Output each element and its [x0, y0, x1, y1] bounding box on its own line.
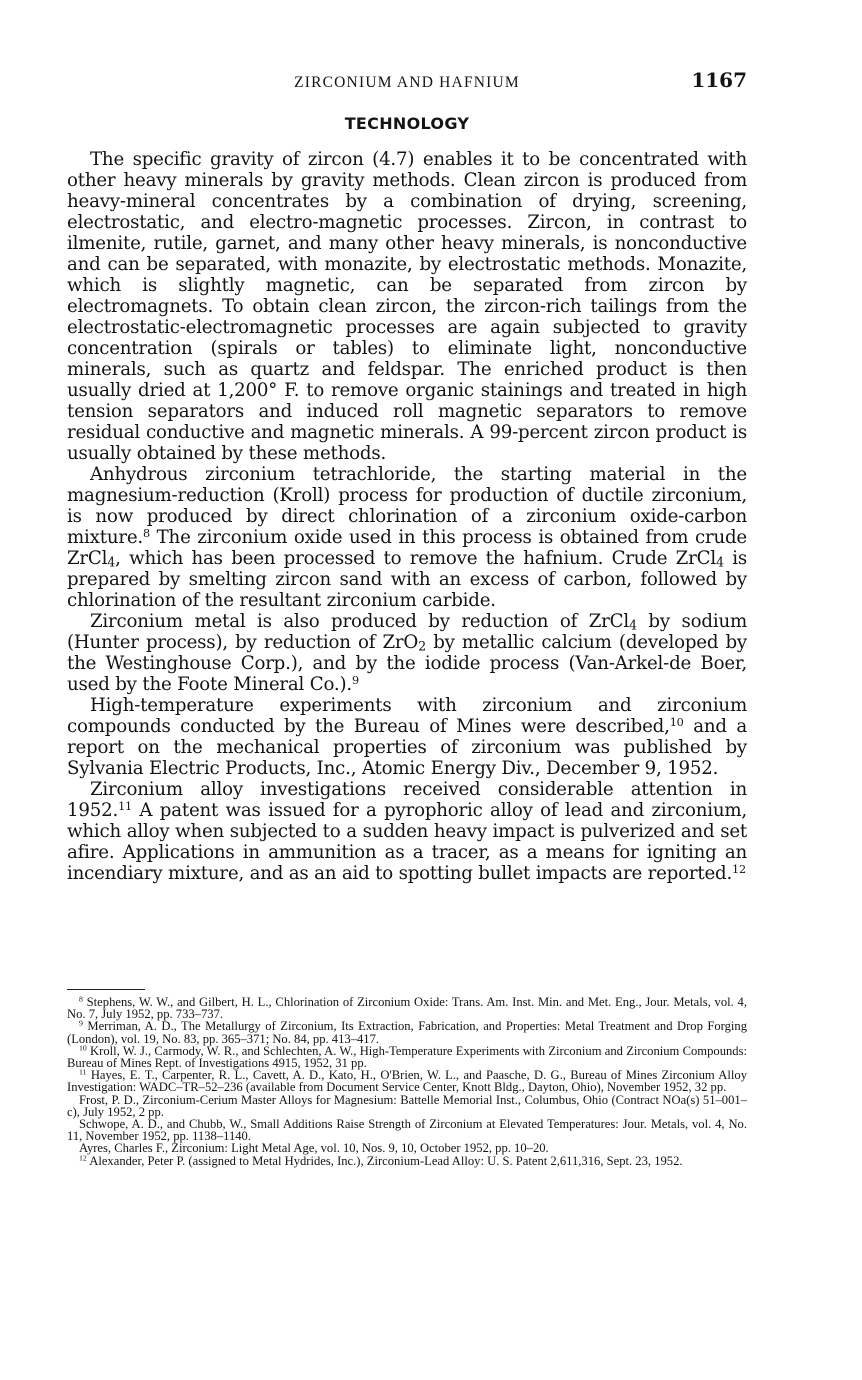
footnote-marker: 9 — [79, 1019, 83, 1029]
footnote-text: Stephens, W. W., and Gilbert, H. L., Chlorination of Zirconium Oxide: Trans. Am. Inst. Min. and Met. Eng., Jour. Metals, vol. 4, No. 7, July 1952, pp. 733–737. — [67, 995, 747, 1022]
text-segment: , which has been processed to remove the hafnium. Crude ZrCl — [115, 548, 716, 569]
body-text — [67, 149, 747, 884]
footnote-ref-9: 9 — [351, 673, 359, 687]
footnote-marker: 8 — [79, 994, 83, 1004]
subscript: 4 — [628, 618, 637, 634]
text-segment: Anhydrous zirconium tetrachloride, the starting material in the magnesium-reduction (Kroll) process for production of ductile zirconium, is now produced by direct chlorination of a zirconium oxide-carbon mixture. — [67, 464, 747, 548]
running-title: ZIRCONIUM AND HAFNIUM — [294, 74, 520, 91]
text-segment: and a report on the mechanical properties of zirconium was published by Sylvania Electric Products, Inc., Atomic Energy Div., December 9, 1952. — [67, 716, 747, 779]
paragraph-alloy-investigations — [67, 779, 747, 884]
paragraph-high-temperature-experiments — [67, 695, 747, 779]
text-segment: by sodium (Hunter process), by reduction of ZrO — [67, 611, 748, 653]
footnote-item — [67, 1118, 747, 1142]
text-segment: by metallic calcium (developed by the Westinghouse Corp.), and by the iodide process (Van-Arkel-de Boer, used by the Foote Mineral Co.). — [67, 632, 747, 695]
subscript: 4 — [107, 555, 116, 571]
footnote-marker: 12 — [79, 1153, 87, 1163]
text-segment: Zirconium metal is also produced by reduction of ZrCl — [90, 611, 629, 632]
footnote-text: Alexander, Peter P. (assigned to Metal Hydrides, Inc.), Zirconium-Lead Alloy: U. S. Patent 2,611,316, Sept. 23, 1952. — [86, 1153, 683, 1168]
text-segment: A patent was issued for a pyrophoric alloy of lead and zirconium, which alloy when subjected to a sudden heavy impact is pulverized and set afire. Applications in ammunition as a tracer, as a means for igniting an incendiary mixture, and as an aid to spotting bullet impacts are reported. — [67, 800, 747, 884]
footnote-divider — [67, 989, 145, 990]
footnote-text: Ayres, Charles F., Zirconium: Light Metal Age, vol. 10, Nos. 9, 10, October 1952, pp. 10–20. — [79, 1141, 549, 1156]
footnote-item — [67, 1094, 747, 1118]
footnote-ref-12: 12 — [732, 862, 746, 876]
footnote-ref-8: 8 — [142, 526, 150, 540]
text-segment: is prepared by smelting zircon sand with an excess of carbon, followed by chlorination of the resultant zirconium carbide. — [67, 548, 747, 611]
text-segment: Zirconium alloy investigations received considerable attention in 1952. — [67, 779, 747, 821]
running-header — [67, 70, 747, 98]
footnote-text: Merriman, A. D., The Metallurgy of Zirconium, Its Extraction, Fabrication, and Properties: Metal Treatment and Drop Forging (London), vol. 19, No. 83, pp. 365–371; No. 84, pp. 413–417. — [67, 1019, 747, 1046]
footnote-item — [67, 996, 747, 1020]
footnote-text: Schwope, A. D., and Chubb, W., Small Additions Raise Strength of Zirconium at Elevated Temperatures: Jour. Metals, vol. 4, No. 11, November 1952, pp. 1138–1140. — [67, 1117, 747, 1144]
page-number: 1167 — [691, 68, 747, 92]
subscript: 2 — [418, 639, 427, 655]
footnote-text: Hayes, E. T., Carpenter, R. L., Cavett, A. D., Kato, H., O'Brien, W. L., and Paasche, D. G., Bureau of Mines Zirconium Alloy Investigation: WADC–TR–52–236 (available from Document Service Center, Knott Bldg., Dayton, Ohio), November 1952, 32 pp. — [67, 1068, 747, 1095]
footnote-ref-11: 11 — [118, 799, 133, 813]
footnote-text: Kroll, W. J., Carmody, W. R., and Schlechten, A. W., High-Temperature Experiments with Zirconium and Zirconium Compounds: Bureau of Mines Rept. of Investigations 4915, 1952, 31 pp. — [67, 1043, 747, 1071]
footnote-item — [67, 1155, 747, 1167]
text-segment: The zirconium oxide used in this process is obtained from crude ZrCl — [67, 527, 747, 569]
footnote-marker: 10 — [79, 1043, 87, 1053]
paragraph-gravity-concentration: The specific gravity of zircon (4.7) enables it to be concentrated with other heavy minerals by gravity methods. Clean zircon is produced from heavy-mineral concentrates by a combination of drying, screening, electrostatic, and electro-magnetic processes. Zircon, in contrast to ilmenite, rutile, garnet, and many other heavy minerals, is nonconductive and can be separated, with monazite, by electrostatic methods. Monazite, which is slightly magnetic, can be separated from zircon by electromagnets. To obtain clean zircon, the zircon-rich tailings from the electrostatic-electromagnetic processes are again subjected to gravity concentration (spirals or tables) to eliminate light, nonconductive minerals, such as quartz and feldspar. The enriched product is then usually dried at 1,200° F. to remove organic stainings and treated in high tension separators and induced roll magnetic separators to remove residual conductive and magnetic minerals. A 99-percent zircon product is usually obtained by these methods. — [67, 149, 747, 464]
footnote-item — [67, 1045, 747, 1069]
footnote-marker: 11 — [79, 1067, 87, 1077]
footnote-item — [67, 1069, 747, 1093]
section-heading: TECHNOLOGY — [344, 114, 470, 133]
text-segment: High-temperature experiments with zirconium and zirconium compounds conducted by the Bureau of Mines were described, — [67, 695, 747, 737]
footnotes — [67, 996, 747, 1167]
footnote-text: Frost, P. D., Zirconium-Cerium Master Alloys for Magnesium: Battelle Memorial Inst., Columbus, Ohio (Contract NOa(s) 51–001–c), July 1952, 2 pp. — [67, 1092, 747, 1119]
footnote-item — [67, 1020, 747, 1044]
footnote-ref-10: 10 — [669, 715, 684, 729]
subscript: 4 — [715, 555, 724, 571]
paragraph-metal-production — [67, 611, 747, 695]
paragraph-zirconium-tetrachloride — [67, 464, 747, 611]
